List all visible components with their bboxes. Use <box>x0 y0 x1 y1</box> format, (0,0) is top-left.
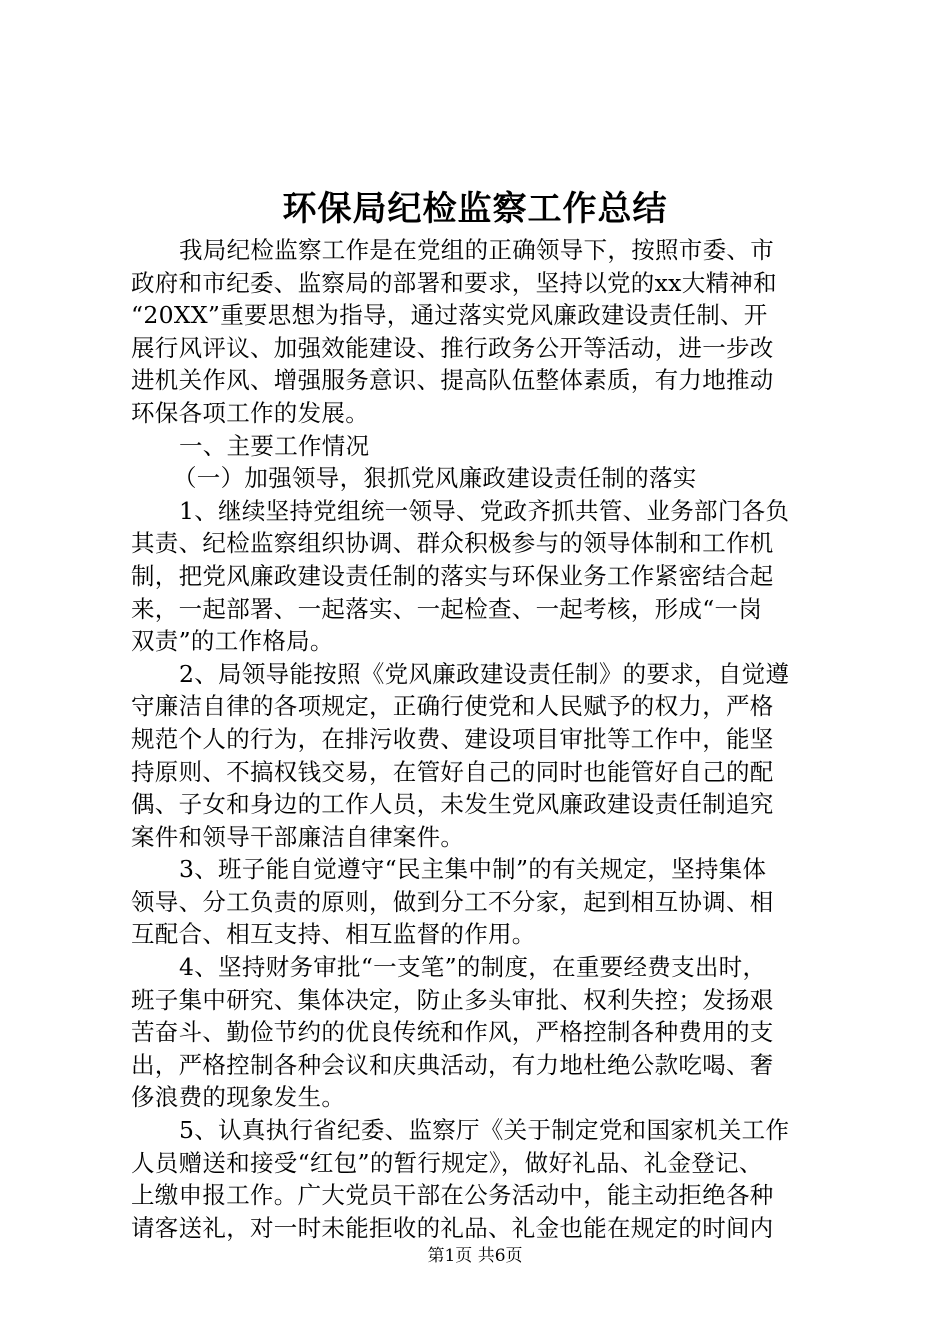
text-line: 进机关作风、增强服务意识、提高队伍整体素质，有力地推动 <box>131 366 774 395</box>
text-line: 来，一起部署、一起落实、一起检查、一起考核，形成“一岗 <box>131 594 763 623</box>
text-line: 1、继续坚持党组统一领导、党政齐抓共管、业务部门各负 <box>179 496 790 525</box>
text-line: 班子集中研究、集体决定，防止多头审批、权利失控；发扬艰 <box>131 985 774 1014</box>
text-line: 上缴申报工作。广大党员干部在公务活动中，能主动拒绝各种 <box>131 1181 774 1210</box>
text-line: 制，把党风廉政建设责任制的落实与环保业务工作紧密结合起 <box>131 561 774 590</box>
text-line: 4、坚持财务审批“一支笔”的制度，在重要经费支出时， <box>179 953 767 982</box>
text-line: 我局纪检监察工作是在党组的正确领导下，按照市委、市 <box>179 236 774 264</box>
text-line: 案件和领导干部廉洁自律案件。 <box>131 822 465 851</box>
text-line: 侈浪费的现象发生。 <box>131 1083 346 1112</box>
document-title: 环保局纪检监察工作总结 <box>282 189 668 229</box>
document-body <box>131 234 831 1244</box>
text-line: 偶、子女和身边的工作人员，未发生党风廉政建设责任制追究 <box>131 790 774 819</box>
text-line: 双责”的工作格局。 <box>131 627 334 656</box>
subsection-heading: （一）加强领导，狠抓党风廉政建设责任制的落实 <box>173 464 697 493</box>
text-line: 3、班子能自觉遵守“民主集中制”的有关规定，坚持集体 <box>179 855 767 884</box>
text-line: 规范个人的行为，在排污收费、建设项目审批等工作中，能坚 <box>131 724 774 753</box>
text-line: 互配合、相互支持、相互监督的作用。 <box>131 920 536 949</box>
text-line: 领导、分工负责的原则，做到分工不分家，起到相互协调、相 <box>131 887 774 916</box>
text-line: 持原则、不搞权钱交易，在管好自己的同时也能管好自己的配 <box>131 757 774 786</box>
page-footer: 第1页 共6页 <box>427 1246 523 1266</box>
text-line: “20XX”重要思想为指导，通过落实党风廉政建设责任制、开 <box>131 301 768 330</box>
text-line: 政府和市纪委、监察局的部署和要求，坚持以党的xx大精神和 <box>131 268 777 297</box>
section-heading: 一、主要工作情况 <box>179 431 370 460</box>
text-line: 2、局领导能按照《党风廉政建设责任制》的要求，自觉遵 <box>179 659 790 688</box>
text-line: 苦奋斗、勤俭节约的优良传统和作风，严格控制各种费用的支 <box>131 1018 774 1047</box>
text-line: 请客送礼，对一时未能拒收的礼品、礼金也能在规定的时间内 <box>131 1213 774 1242</box>
text-line: 出，严格控制各种会议和庆典活动，有力地杜绝公款吃喝、奢 <box>131 1050 774 1079</box>
text-line: 展行风评议、加强效能建设、推行政务公开等活动，进一步改 <box>131 333 774 362</box>
text-line: 守廉洁自律的各项规定，正确行使党和人民赋予的权力，严格 <box>131 692 774 721</box>
text-line: 人员赠送和接受“红包”的暂行规定》，做好礼品、礼金登记、 <box>131 1148 763 1177</box>
text-line: 其责、纪检监察组织协调、群众积极参与的领导体制和工作机 <box>131 529 774 558</box>
text-line: 5、认真执行省纪委、监察厅《关于制定党和国家机关工作 <box>179 1116 790 1145</box>
text-line: 环保各项工作的发展。 <box>131 398 369 427</box>
